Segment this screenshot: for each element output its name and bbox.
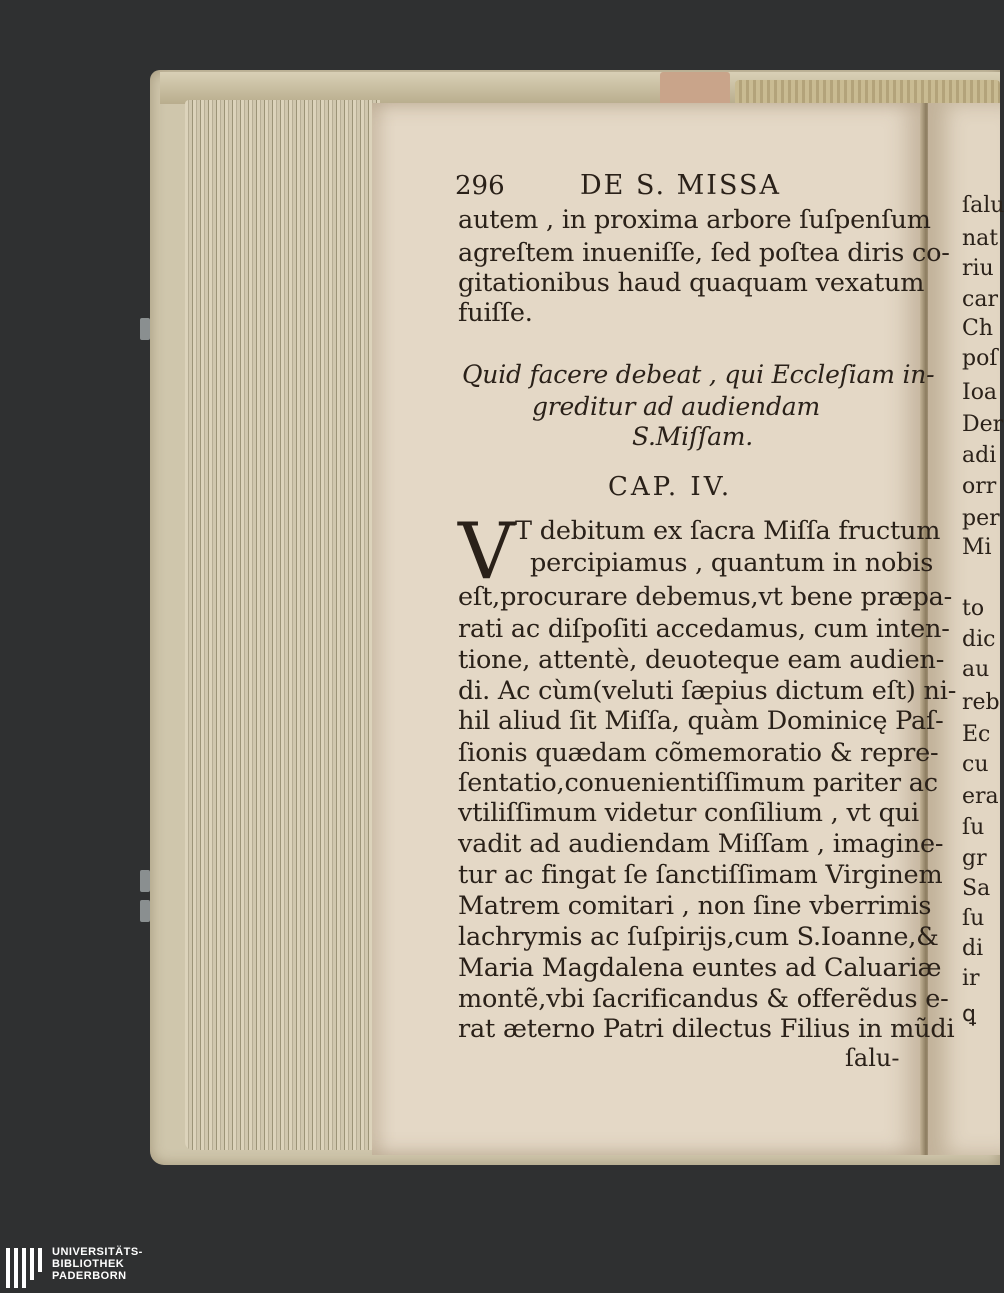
body-line: eſt,procurare debemus,vt bene præpa- [458, 582, 953, 612]
body-line: hil aliud ſit Miſſa, quàm Dominicę Paſ- [458, 706, 944, 736]
text-line: gitationibus haud quaquam vexatum [458, 268, 925, 298]
footer-bar [0, 1243, 1000, 1293]
facing-page-text: poſ [962, 346, 998, 371]
library-name-line: BIBLIOTHEK [52, 1258, 125, 1270]
body-line: percipiamus , quantum in nobis [530, 548, 934, 578]
facing-page-text: era [962, 784, 999, 809]
facing-page-text: reb [962, 690, 1000, 715]
facing-page-text: to [962, 596, 985, 621]
library-name [52, 1246, 143, 1282]
clasp-lower [140, 870, 150, 892]
facing-page-text: nat [962, 226, 999, 251]
facing-page-text: Ec [962, 722, 991, 747]
page-stack-edge [185, 100, 380, 1150]
facing-page-text: Ch [962, 316, 994, 341]
text-line: agreſtem inueniſſe, ſed poſtea diris co- [458, 238, 950, 268]
facing-page-text: Sa [962, 876, 991, 901]
text-line: autem , in proxima arbore ſuſpenſum [458, 205, 931, 235]
facing-page-text: orr [962, 474, 997, 499]
facing-page-text: ſu [962, 815, 985, 840]
facing-page-text: cu [962, 752, 989, 777]
section-heading-line: greditur ad audiendam [532, 392, 820, 421]
facing-page-text: riu [962, 256, 994, 281]
clasp-lower-2 [140, 900, 150, 922]
clasp-upper [140, 318, 150, 340]
facing-page-text: Der [962, 412, 1004, 437]
facing-page-text: ſalu [962, 193, 1004, 218]
body-line: vadit ad audiendam Miſſam , imagine- [458, 829, 944, 859]
facing-page-text: Ioa [962, 380, 998, 405]
body-line: lachrymis ac ſuſpirijs,cum S.Ioanne,& [458, 922, 939, 952]
body-line: tur ac fingat ſe ſanctiſſimam Virginem [458, 860, 943, 890]
section-heading-line: Quid facere debeat , qui Eccleſiam in- [462, 360, 935, 389]
section-heading-line: S.Miſſam. [632, 422, 754, 451]
facing-page-text: ir [962, 966, 980, 991]
text-line: fuiſſe. [458, 298, 533, 328]
facing-page-text: au [962, 657, 990, 682]
facing-page-text: di [962, 936, 984, 961]
body-line: vtiliſſimum videtur conſilium , vt qui [458, 798, 919, 828]
facing-page-text: Mi [962, 535, 992, 560]
facing-page-text: ꝗ [962, 1002, 976, 1027]
drop-cap: V [458, 507, 515, 597]
facing-page-text: dic [962, 627, 996, 652]
body-line: tione, attentè, deuoteque eam audien- [458, 645, 945, 675]
chapter-heading: CAP. IV. [608, 472, 733, 502]
facing-page-text: gr [962, 846, 987, 871]
library-name-line: PADERBORN [52, 1270, 127, 1282]
leather-tab [660, 72, 730, 106]
facing-page-text: adi [962, 443, 997, 468]
body-line: rat æterno Patri dilectus Filius in mũdi [458, 1014, 955, 1044]
body-line: rati ac diſpoſiti accedamus, cum inten- [458, 614, 950, 644]
body-line: montẽ,vbi ſacrificandus & offerẽdus e- [458, 984, 949, 1014]
facing-page-text: per [962, 506, 1000, 531]
body-line: ſionis quædam cõmemoratio & repre- [458, 738, 939, 768]
library-name-line: UNIVERSITÄTS- [52, 1246, 143, 1258]
body-line: Matrem comitari , non ſine vberrimis [458, 891, 932, 921]
body-line: Maria Magdalena euntes ad Caluariæ [458, 953, 942, 983]
body-line: ſentatio,conuenientiſſimum pariter ac [458, 768, 938, 798]
library-logo-icon [6, 1248, 46, 1288]
body-line: di. Ac cùm(veluti ſæpius dictum eſt) ni- [458, 676, 957, 706]
catchword: ſalu- [845, 1044, 900, 1072]
page-number: 296 [455, 171, 505, 201]
facing-page-text: ſu [962, 906, 985, 931]
body-line: T debitum ex ſacra Miſſa fructum [515, 516, 941, 546]
facing-page-text: car [962, 287, 998, 312]
running-head: DE S. MISSA [580, 170, 781, 201]
